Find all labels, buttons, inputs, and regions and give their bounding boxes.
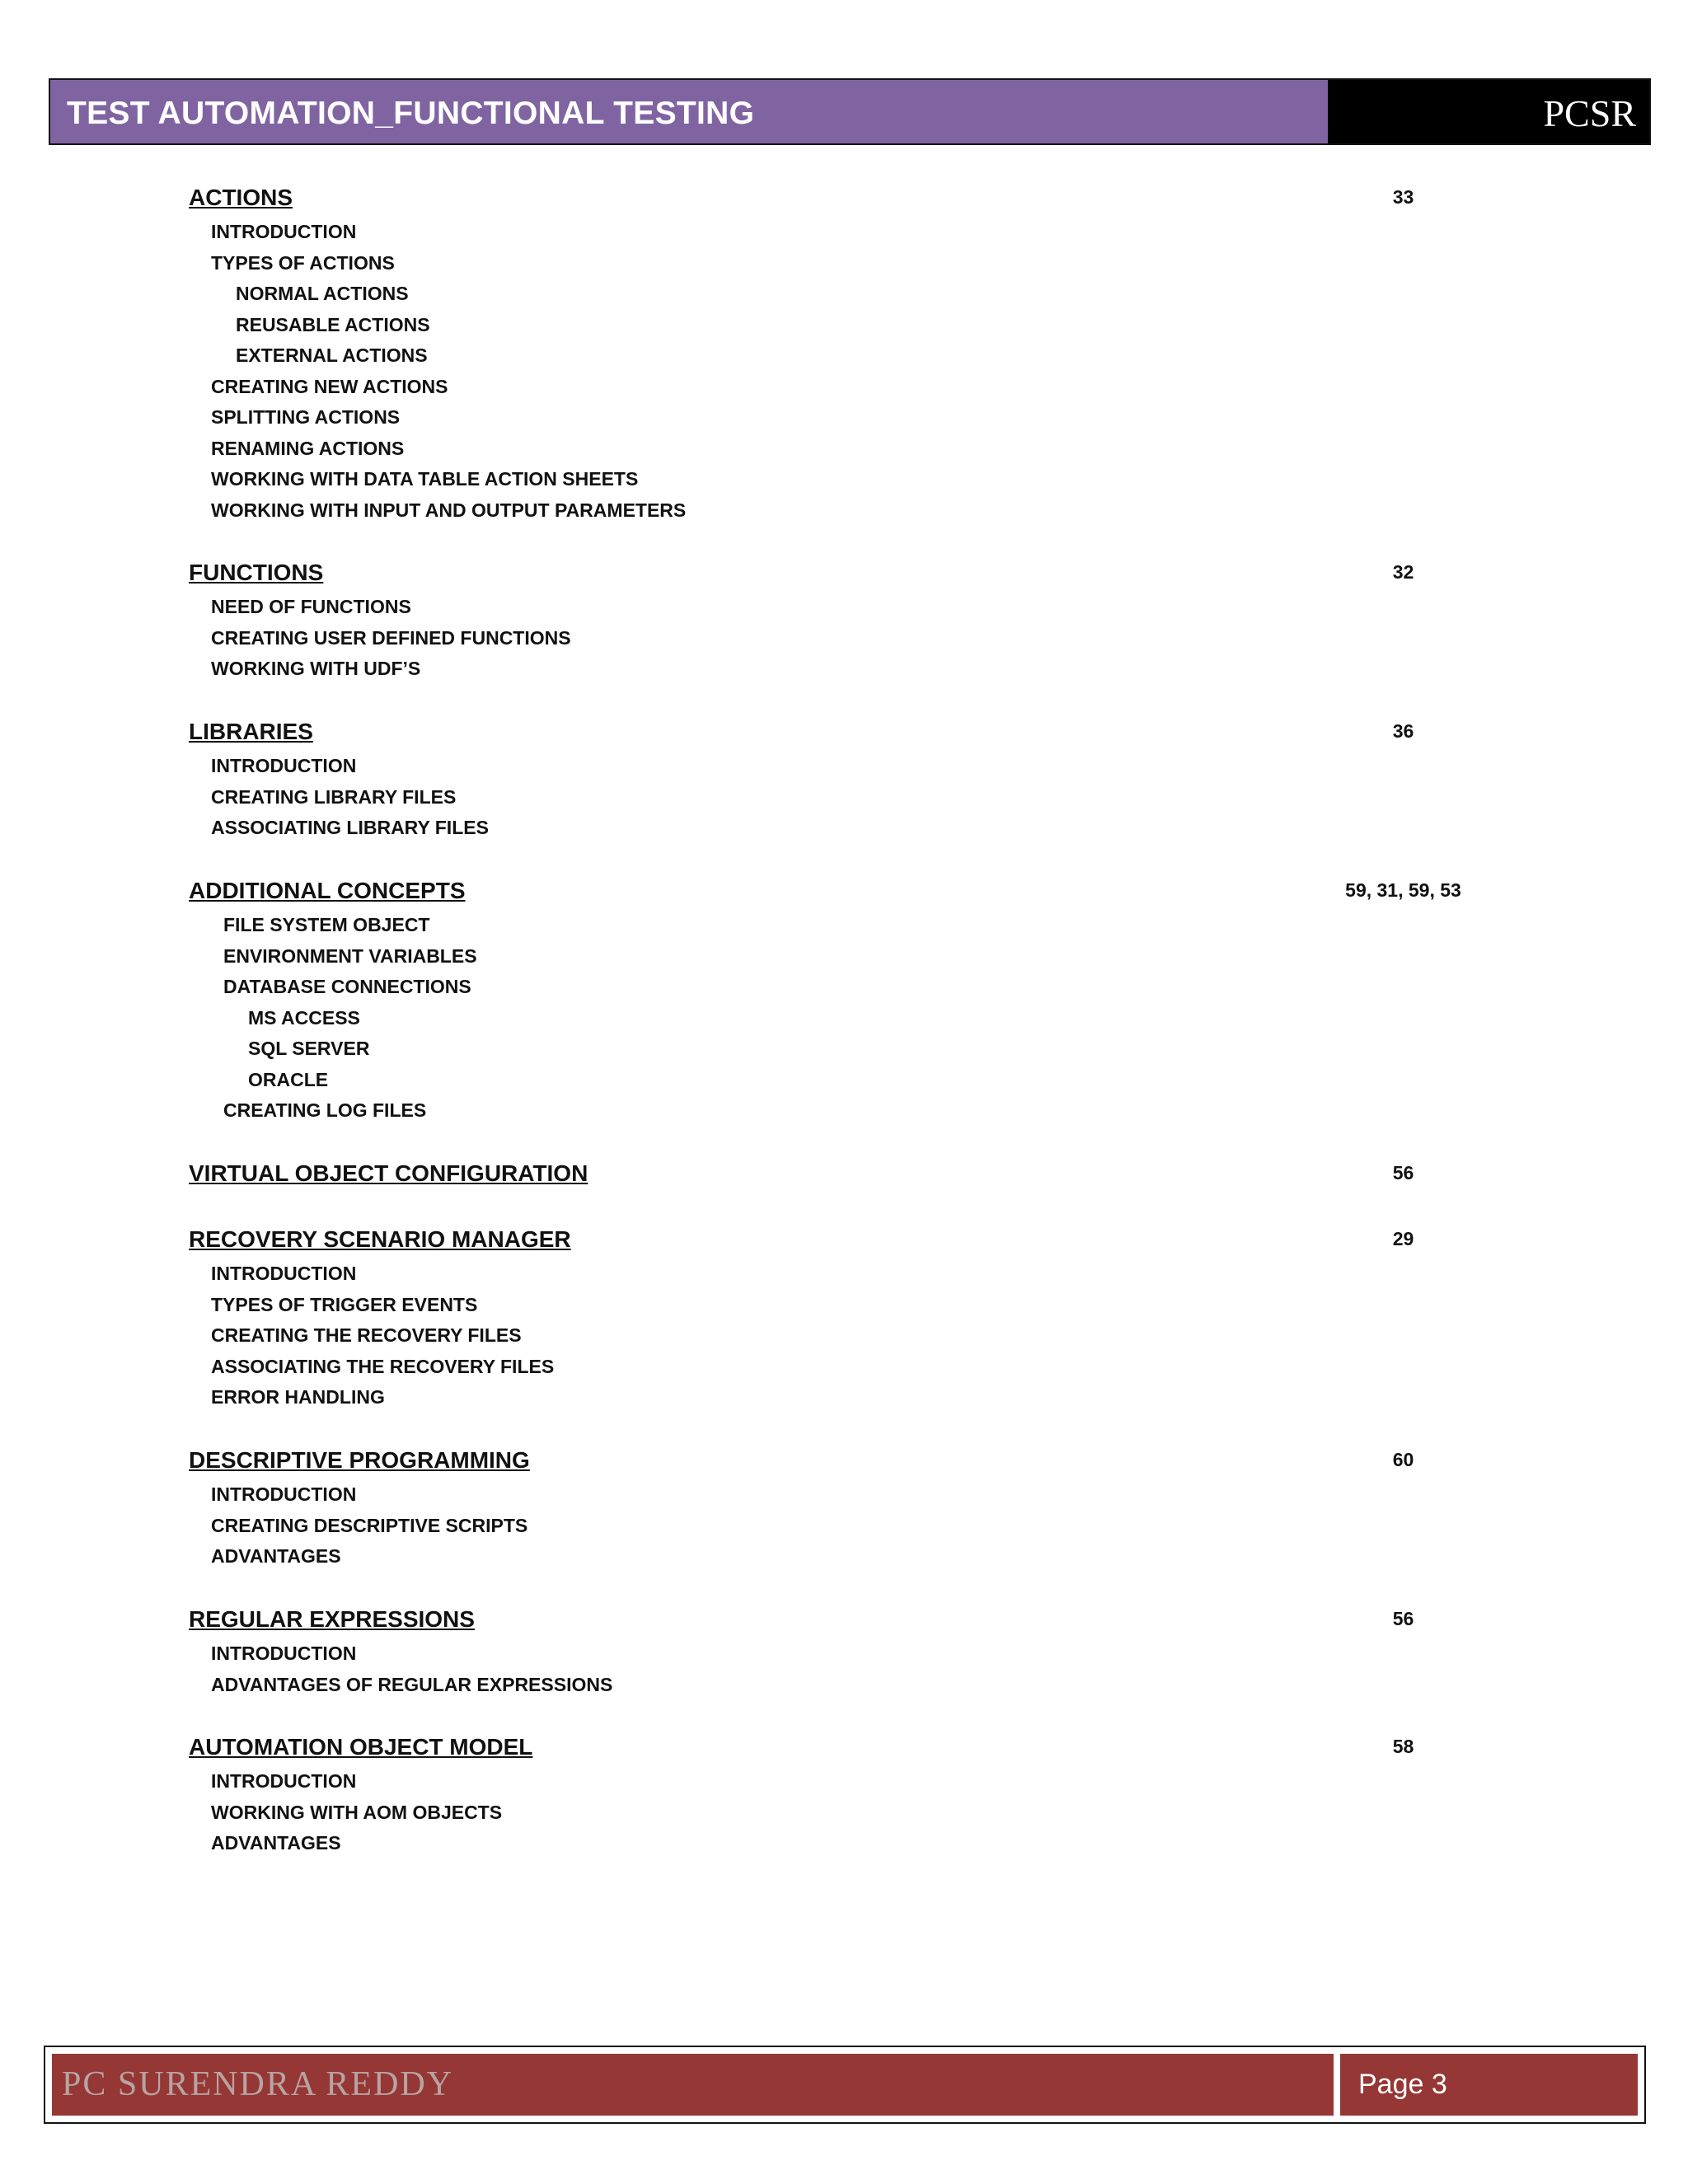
toc-item: INTRODUCTION — [211, 1483, 357, 1505]
toc-heading[interactable]: DESCRIPTIVE PROGRAMMING — [189, 1447, 530, 1473]
toc-item: SQL SERVER — [248, 1038, 370, 1059]
toc-item: TYPES OF ACTIONS — [211, 252, 395, 274]
document-title: TEST AUTOMATION_FUNCTIONAL TESTING — [50, 80, 1328, 143]
toc-item: NEED OF FUNCTIONS — [211, 596, 411, 617]
toc-page-number: 32 — [1392, 561, 1414, 583]
toc-item: MS ACCESS — [248, 1007, 360, 1029]
toc-item: CREATING DESCRIPTIVE SCRIPTS — [211, 1515, 528, 1536]
toc-item: INTRODUCTION — [211, 1263, 357, 1284]
toc-item: WORKING WITH UDF’S — [211, 658, 421, 679]
toc-item: INTRODUCTION — [211, 1643, 357, 1664]
toc-item: CREATING NEW ACTIONS — [211, 376, 448, 397]
toc-item: ASSOCIATING LIBRARY FILES — [211, 817, 489, 838]
toc-heading[interactable]: AUTOMATION OBJECT MODEL — [189, 1734, 533, 1760]
toc-item: TYPES OF TRIGGER EVENTS — [211, 1294, 478, 1315]
toc-item: ADVANTAGES OF REGULAR EXPRESSIONS — [211, 1674, 613, 1695]
toc-item: WORKING WITH AOM OBJECTS — [211, 1802, 503, 1823]
author-name: PC SURENDRA REDDY — [52, 2054, 1334, 2116]
toc-item: FILE SYSTEM OBJECT — [223, 914, 430, 935]
toc-page-number: 36 — [1392, 720, 1414, 742]
toc-item: ENVIRONMENT VARIABLES — [223, 945, 477, 967]
toc-item: ADVANTAGES — [211, 1832, 341, 1854]
toc-item: INTRODUCTION — [211, 755, 357, 776]
toc-heading[interactable]: ACTIONS — [189, 185, 293, 210]
toc-item: CREATING USER DEFINED FUNCTIONS — [211, 627, 571, 649]
brand-mark: PCSR — [1328, 80, 1649, 143]
toc-page-number: 56 — [1392, 1608, 1414, 1629]
toc-item: ASSOCIATING THE RECOVERY FILES — [211, 1356, 555, 1377]
toc-item: EXTERNAL ACTIONS — [236, 344, 428, 366]
toc-heading[interactable]: ADDITIONAL CONCEPTS — [189, 878, 466, 903]
toc-item: ORACLE — [248, 1069, 329, 1090]
toc-item: DATABASE CONNECTIONS — [223, 976, 471, 997]
page-header — [49, 78, 1651, 145]
toc-item: RENAMING ACTIONS — [211, 438, 405, 459]
toc-page-number: 33 — [1392, 186, 1414, 208]
toc-heading[interactable]: REGULAR EXPRESSIONS — [189, 1606, 475, 1632]
toc-page-number: 29 — [1392, 1228, 1414, 1249]
toc-item: CREATING LIBRARY FILES — [211, 786, 457, 808]
toc-heading[interactable]: FUNCTIONS — [189, 560, 324, 585]
toc-heading[interactable]: RECOVERY SCENARIO MANAGER — [189, 1226, 571, 1252]
toc-item: CREATING LOG FILES — [223, 1099, 427, 1121]
toc-page-number: 56 — [1392, 1162, 1414, 1183]
page-number-label: Page 3 — [1340, 2054, 1638, 2116]
toc-item: NORMAL ACTIONS — [236, 283, 409, 304]
toc-heading[interactable]: VIRTUAL OBJECT CONFIGURATION — [189, 1160, 588, 1186]
page-footer — [44, 2046, 1646, 2124]
toc-page-number: 59, 31, 59, 53 — [1345, 879, 1461, 901]
toc-item: WORKING WITH DATA TABLE ACTION SHEETS — [211, 468, 639, 490]
toc-item: ADVANTAGES — [211, 1545, 341, 1567]
toc-heading[interactable]: LIBRARIES — [189, 719, 313, 744]
toc-item: CREATING THE RECOVERY FILES — [211, 1324, 522, 1346]
toc-item: REUSABLE ACTIONS — [236, 314, 430, 335]
toc-page-number: 60 — [1392, 1449, 1414, 1470]
toc-item: INTRODUCTION — [211, 221, 357, 242]
toc-page-number: 58 — [1392, 1736, 1414, 1757]
toc-item: INTRODUCTION — [211, 1770, 357, 1792]
toc-item: ERROR HANDLING — [211, 1386, 385, 1408]
toc-item: SPLITTING ACTIONS — [211, 406, 401, 428]
toc-item: WORKING WITH INPUT AND OUTPUT PARAMETERS — [211, 499, 687, 521]
